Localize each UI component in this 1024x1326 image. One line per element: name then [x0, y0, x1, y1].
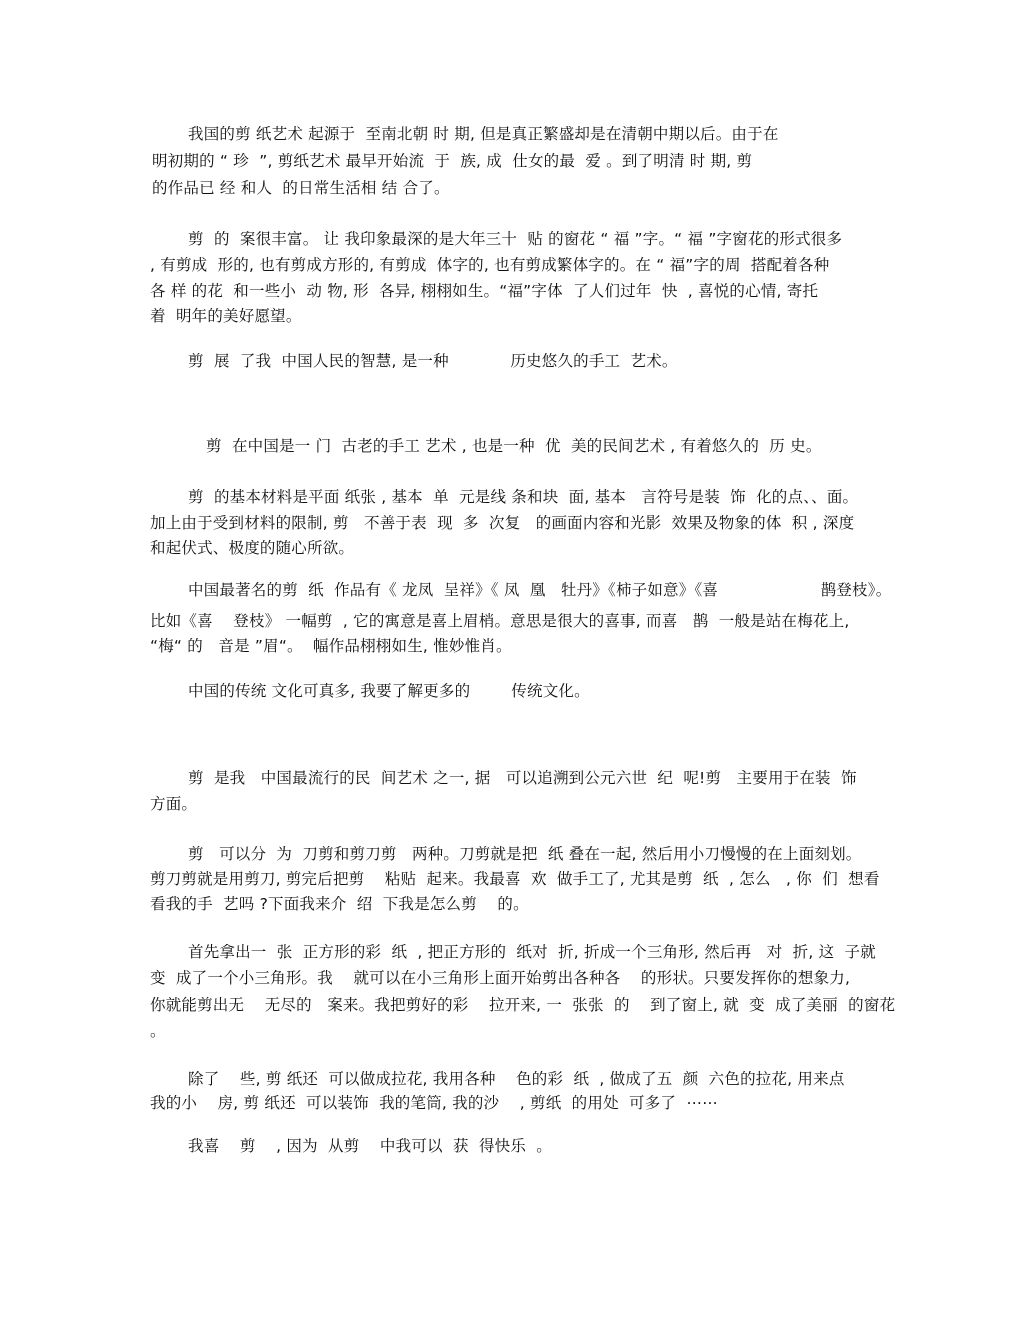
paragraph-8-line-2: 方面。	[150, 795, 198, 813]
paragraph-1-line-1: 我国的剪 纸艺术 起源于 至南北朝 时 期, 但是真正繁盛却是在清朝中期以后。由于在	[188, 125, 779, 143]
paragraph-6-line-2: 比如《喜 登枝》 一幅剪 , 它的寓意是喜上眉梢。意思是很大的喜事, 而喜 鹊 一般是站在梅花上,	[150, 612, 850, 630]
paragraph-9-line-1: 剪 可以分 为 刀剪和剪刀剪 两种。刀剪就是把 纸 叠在一起, 然后用小刀慢慢的在上面刻划。	[188, 845, 862, 863]
paragraph-6-line-3: “梅“ 的 音是 ”眉“。 幅作品栩栩如生, 惟妙惟肖。	[150, 637, 512, 655]
paragraph-2-line-1: 剪 的 案很丰富。 让 我印象最深的是大年三十 贴 的窗花 “ 福 ”字。“ 福 ”字窗花的形式很多	[188, 230, 843, 248]
paragraph-2-line-3: 各 样 的花 和一些小 动 物, 形 各异, 栩栩如生。“福”字体 了人们过年 快 , 喜悦的心情, 寄托	[150, 282, 819, 300]
paragraph-5-line-3: 和起伏式、极度的随心所欲。	[150, 539, 355, 557]
paragraph-10-line-4: 。	[150, 1022, 166, 1040]
paragraph-9-line-3: 看我的手 艺吗 ?下面我来介 绍 下我是怎么剪 的。	[150, 895, 529, 913]
paragraph-6-line-1: 中国最著名的剪 纸 作品有《 龙凤 呈祥》《 凤 凰 牡丹》《柿子如意》《喜 鹊登枝》。	[188, 581, 892, 599]
paragraph-10-line-1: 首先拿出一 张 正方形的彩 纸 , 把正方形的 纸对 折, 折成一个三角形, 然后再 对 折, 这 子就	[188, 943, 876, 961]
paragraph-8-line-1: 剪 是我 中国最流行的民 间艺术 之一, 据 可以追溯到公元六世 纪 呢!剪 主要用于在装 饰	[188, 769, 857, 787]
paragraph-4-line-1: 剪 在中国是一 门 古老的手工 艺术 , 也是一种 优 美的民间艺术 , 有着悠久的 历 史。	[206, 437, 822, 455]
paragraph-3-line-1: 剪 展 了我 中国人民的智慧, 是一种 历史悠久的手工 艺术。	[188, 352, 678, 370]
paragraph-11-line-1: 除了 些, 剪 纸还 可以做成拉花, 我用各种 色的彩 纸 , 做成了五 颜 六色的拉花, 用来点	[188, 1070, 845, 1088]
paragraph-9-line-2: 剪刀剪就是用剪刀, 剪完后把剪 粘贴 起来。我最喜 欢 做手工了, 尤其是剪 纸 , 怎么 , 你 们 想看	[150, 870, 880, 888]
paragraph-7-line-1: 中国的传统 文化可真多, 我要了解更多的 传统文化。	[188, 682, 590, 700]
paragraph-2-line-4: 着 明年的美好愿望。	[150, 307, 302, 325]
paragraph-2-line-2: , 有剪成 形的, 也有剪成方形的, 有剪成 体字的, 也有剪成繁体字的。在 “ 福”字的周 搭配着各种	[150, 256, 830, 274]
paragraph-10-line-3: 你就能剪出无 无尽的 案来。我把剪好的彩 拉开来, 一 张张 的 到了窗上, 就 变 成了美丽 的窗花	[150, 996, 896, 1014]
paragraph-10-line-2: 变 成了一个小三角形。我 就可以在小三角形上面开始剪出各种各 的形状。只要发挥你的想象力,	[150, 969, 851, 987]
paragraph-12-line-1: 我喜 剪 , 因为 从剪 中我可以 获 得快乐 。	[188, 1137, 552, 1155]
paragraph-5-line-1: 剪 的基本材料是平面 纸张 , 基本 单 元是线 条和块 面, 基本 言符号是装 饰 化的点、、面。	[188, 488, 859, 506]
paragraph-5-line-2: 加上由于受到材料的限制, 剪 不善于表 现 多 次复 的画面内容和光影 效果及物象的体 积 , 深度	[150, 514, 855, 532]
paragraph-1-line-2: 明初期的 “ 珍 ”, 剪纸艺术 最早开始流 于 族, 成 仕女的最 爱 。到了明清 时 期, 剪	[152, 152, 753, 170]
paragraph-11-line-2: 我的小 房, 剪 纸还 可以装饰 我的笔筒, 我的沙 , 剪纸 的用处 可多了 ⋯⋯	[150, 1094, 718, 1112]
paragraph-1-line-3: 的作品已 经 和人 的日常生活相 结 合了。	[152, 179, 450, 197]
